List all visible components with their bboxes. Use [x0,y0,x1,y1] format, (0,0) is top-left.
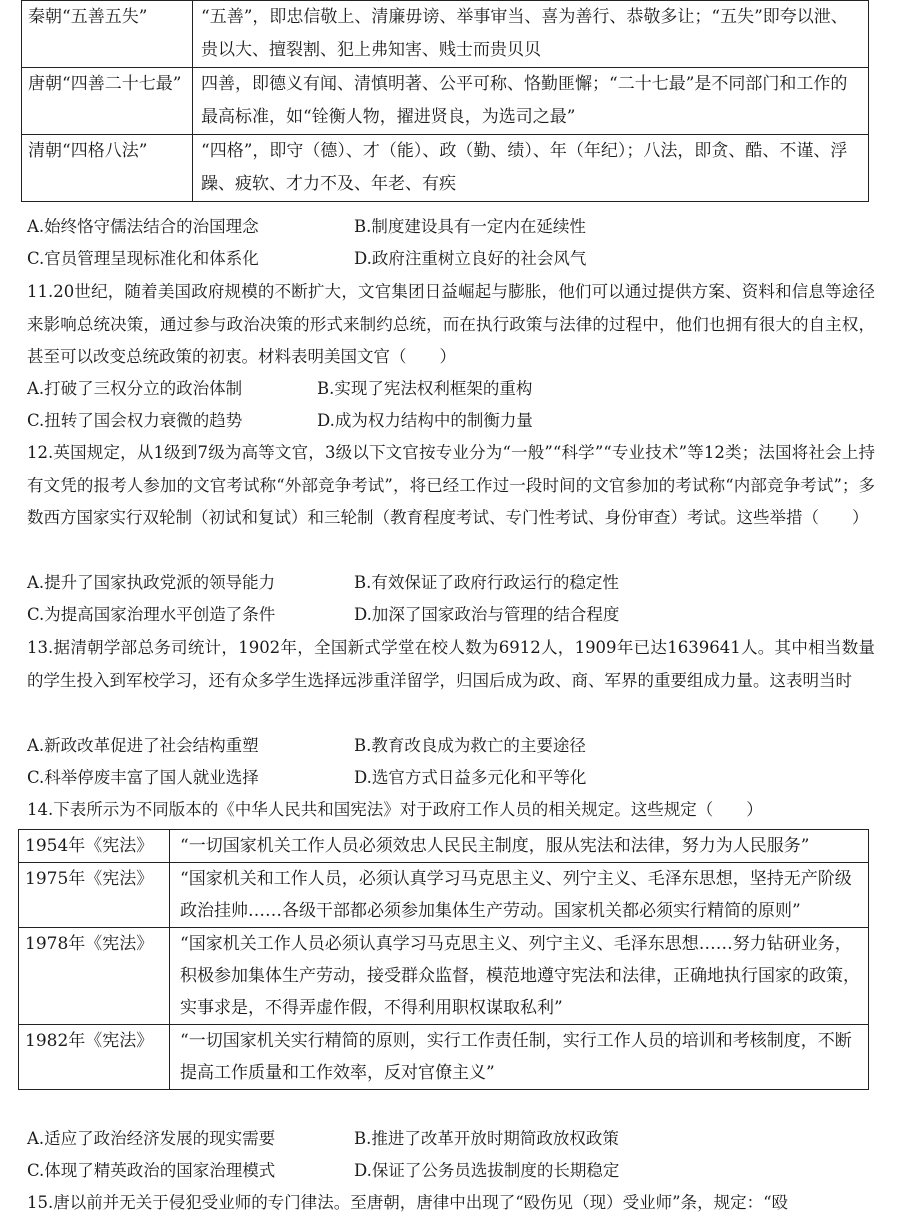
row-content: “四格”，即守（德）、才（能）、政（勤、绩）、年（年纪）；八法，即贪、酷、不谨、浮躁、疲软、才力不及、年老、有疾 [193,135,869,202]
q10-option-a: A.始终恪守儒法结合的治国理念 [27,217,259,236]
q15-stem: 15.唐以前并无关于侵犯受业师的专门律法。至唐朝，唐律中出现了“殴伤见（现）受业师”条，规定：“殴 [27,1193,789,1212]
q14-option-a: A.适应了政治经济发展的现实需要 [27,1129,276,1148]
q12-stem: 12.英国规定，从1级到7级为高等文官，3级以下文官按专业分为“一般”“科学”“专业技术”等12类；法国将社会上持有文凭的报考人参加的文官考试称“外部竞争考试”，将已经工作过一段时间的文官参加的考试称“内部竞争考试”；多数西方国家实行双轮制（初试和复试）和三轮制（教育程度考试、专门性考试、身份审查）考试。这些举措（ ） [27,443,875,527]
table-row [19,1025,869,1090]
table-row [19,830,869,863]
table-row [19,863,869,928]
q10-options-row2 [27,244,586,274]
row-label: 清朝“四格八法” [22,135,193,202]
q12-option-b: B.有效保证了政府行政运行的稳定性 [354,573,619,592]
q11-option-a: A.打破了三权分立的政治体制 [27,379,243,398]
row-label: 唐朝“四善二十七最” [22,68,193,135]
row-label: 1954年《宪法》 [19,830,170,863]
q14-option-d: D.保证了公务员选拔制度的长期稳定 [354,1161,620,1180]
q11-options-row1 [27,374,532,404]
q14-options-row1 [27,1124,619,1154]
q10-option-c: C.官员管理呈现标准化和体系化 [27,249,259,268]
row-content: “一切国家机关实行精简的原则，实行工作责任制，实行工作人员的培训和考核制度，不断提高工作质量和工作效率，反对官僚主义” [170,1025,869,1090]
constitution-provisions-table [18,829,869,1090]
q12-option-a: A.提升了国家执政党派的领导能力 [27,573,276,592]
row-label: 1978年《宪法》 [19,928,170,1025]
q13-options-row1 [27,731,586,761]
q12-options-row1 [27,568,619,598]
q11-options-row2 [27,406,533,436]
row-content: “一切国家机关工作人员必须效忠人民民主制度，服从宪法和法律，努力为人民服务” [170,830,869,863]
q13-options-row2 [27,763,586,793]
row-label: 1982年《宪法》 [19,1025,170,1090]
q13-stem: 13.据清朝学部总务司统计，1902年，全国新式学堂在校人数为6912人，1909年已达1639641人。其中相当数量的学生投入到军校学习，还有众多学生选择远涉重洋留学，归国后成为政、商、军界的重要组成力量。这表明当时 [27,638,875,690]
q11-option-b: B.实现了宪法权利框架的重构 [317,379,533,398]
q13-option-c: C.科举停废丰富了国人就业选择 [27,768,259,787]
row-content: “五善”，即忠信敬上、清廉毋谤、举事审当、喜为善行、恭敬多让；“五失”即夸以泄、贵以大、擅裂割、犯上弗知害、贱士而贵贝贝 [193,1,869,68]
row-label: 秦朝“五善五失” [22,1,193,68]
table-row [22,1,869,68]
q11-option-d: D.成为权力结构中的制衡力量 [317,411,533,430]
q11-stem: 11.20世纪，随着美国政府规模的不断扩大，文官集团日益崛起与膨胀，他们可以通过提供方案、资料和信息等途径来影响总统决策，通过参与政治决策的形式来制约总统，而在执行政策与法律的过程中，他们也拥有很大的自主权，甚至可以改变总统政策的初衷。材料表明美国文官（ ） [27,282,875,366]
dynasty-official-standards-table [21,0,869,202]
row-content: 四善，即德义有闻、清慎明著、公平可称、恪勤匪懈；“二十七最”是不同部门和工作的最高标准，如“铨衡人物，擢进贤良，为选司之最” [193,68,869,135]
table-row [22,68,869,135]
q10-option-b: B.制度建设具有一定内在延续性 [354,217,586,236]
q13-option-a: A.新政改革促进了社会结构重塑 [27,736,259,755]
table-row [19,928,869,1025]
q13-option-d: D.选官方式日益多元化和平等化 [354,768,587,787]
q11-option-c: C.扭转了国会权力衰微的趋势 [27,411,243,430]
q10-options-row1 [27,212,586,242]
row-label: 1975年《宪法》 [19,863,170,928]
row-content: “国家机关工作人员必须认真学习马克思主义、列宁主义、毛泽东思想……努力钻研业务，积极参加集体生产劳动，接受群众监督，模范地遵守宪法和法律，正确地执行国家的政策，实事求是，不得弄虚作假，不得利用职权谋取私利” [170,928,869,1025]
table-row [22,135,869,202]
row-content: “国家机关和工作人员，必须认真学习马克思主义、列宁主义、毛泽东思想，坚持无产阶级政治挂帅……各级干部都必须参加集体生产劳动。国家机关都必须实行精简的原则” [170,863,869,928]
q13-option-b: B.教育改良成为救亡的主要途径 [354,736,586,755]
q10-option-d: D.政府注重树立良好的社会风气 [354,249,587,268]
q14-options-row2 [27,1156,619,1186]
q12-options-row2 [27,600,619,630]
q12-option-c: C.为提高国家治理水平创造了条件 [27,605,276,624]
q12-option-d: D.加深了国家政治与管理的结合程度 [354,605,620,624]
q14-stem: 14.下表所示为不同版本的《中华人民共和国宪法》对于政府工作人员的相关规定。这些规定（ ） [27,800,763,819]
q14-option-b: B.推进了改革开放时期简政放权政策 [354,1129,619,1148]
q14-option-c: C.体现了精英政治的国家治理模式 [27,1161,276,1180]
